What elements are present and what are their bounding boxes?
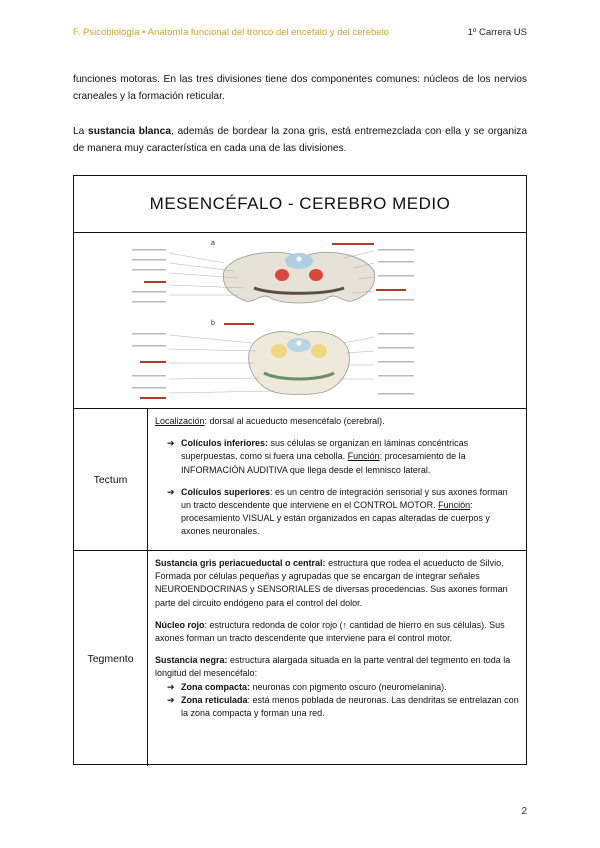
figure-section-b xyxy=(249,332,350,395)
arrow-bullet-icon: ➔ xyxy=(167,681,175,692)
midbrain-figure xyxy=(74,233,526,408)
tectum-row xyxy=(74,409,526,551)
tectum-content xyxy=(148,409,526,550)
zona-reticulada-item: ➔ Zona reticulada: está menos poblada de neuronas. Las dendritas se entrelazan con la zona compacta y forman una red. xyxy=(167,694,520,720)
table-title: MESENCÉFALO - CEREBRO MEDIO xyxy=(74,176,526,233)
figure-section-a xyxy=(223,252,374,303)
coliculos-inferiores-item: ➔ Colículos inferiores: sus células se organizan en láminas concéntricas superpuestas, como si fuera una cebolla. Función: procesamiento de la INFORMACIÓN AUDITIVA que llega desde el lemnisco lateral. xyxy=(167,437,520,477)
intro-paragraph-1: funciones motoras. En las tres divisiones tiene dos componentes comunes: núcleos de los nervios craneales y la formación reticular. xyxy=(73,74,527,102)
term-sustancia-blanca: sustancia blanca xyxy=(88,126,171,137)
intro-paragraph-2: La sustancia blanca, además de bordear la zona gris, está entremezclada con ella y se organiza de manera muy característica en cada una de las divisiones. xyxy=(73,126,528,154)
figure-label-b: b xyxy=(211,320,215,327)
page-header xyxy=(73,27,527,38)
tegmento-content xyxy=(148,551,526,766)
nucleo-rojo-paragraph: Núcleo rojo: estructura redonda de color rojo (↑ cantidad de hierro en sus células). Sus axones forman un tracto descendente que interviene para el control motor. xyxy=(155,619,505,644)
arrow-bullet-icon: ➔ xyxy=(167,486,175,497)
header-course-title: F. Psicobiología • Anatomía funcional del tronco del encéfalo y del cerebelo xyxy=(73,27,389,38)
zona-compacta-item: ➔ Zona compacta: neuronas con pigmento oscuro (neuromelanina). xyxy=(167,681,520,694)
mesencefalo-table xyxy=(73,175,527,765)
coliculos-superiores-item: ➔ Colículos superiores: es un centro de integración sensorial y sus axones forman un tracto descendente que interviene en el CONTROL MOTOR. Función: procesamiento VISUAL y están organizados en capas alteradas de cuerpos y axones neuronales. xyxy=(167,486,520,539)
sustancia-negra-paragraph: Sustancia negra: estructura alargada situada en la parte ventral del tegmento en toda la longitud del mesencéfalo: xyxy=(155,655,511,679)
header-group: 1º Carrera US xyxy=(467,27,527,38)
arrow-bullet-icon: ➔ xyxy=(167,438,175,449)
tectum-location: Localización: dorsal al acueducto mesencéfalo (cerebral). xyxy=(155,416,385,426)
tegmento-row xyxy=(74,551,526,766)
figure-label-a: a xyxy=(211,240,215,247)
page-number: 2 xyxy=(521,806,527,817)
tegmento-label: Tegmento xyxy=(74,551,148,766)
sustancia-gris-paragraph: Sustancia gris periacueductal o central: estructura que rodea el acueducto de Silvio. Formada por células pequeñas y agrupadas que se encargan de integrar señales NEUROENDOCRINAS y SENSORIALES de diversas procedencias. Sus axones forman parte del circuito endógeno para el control del dolor. xyxy=(155,558,508,608)
tectum-label: Tectum xyxy=(74,409,148,550)
figure-row xyxy=(74,233,526,409)
arrow-bullet-icon: ➔ xyxy=(167,694,175,705)
